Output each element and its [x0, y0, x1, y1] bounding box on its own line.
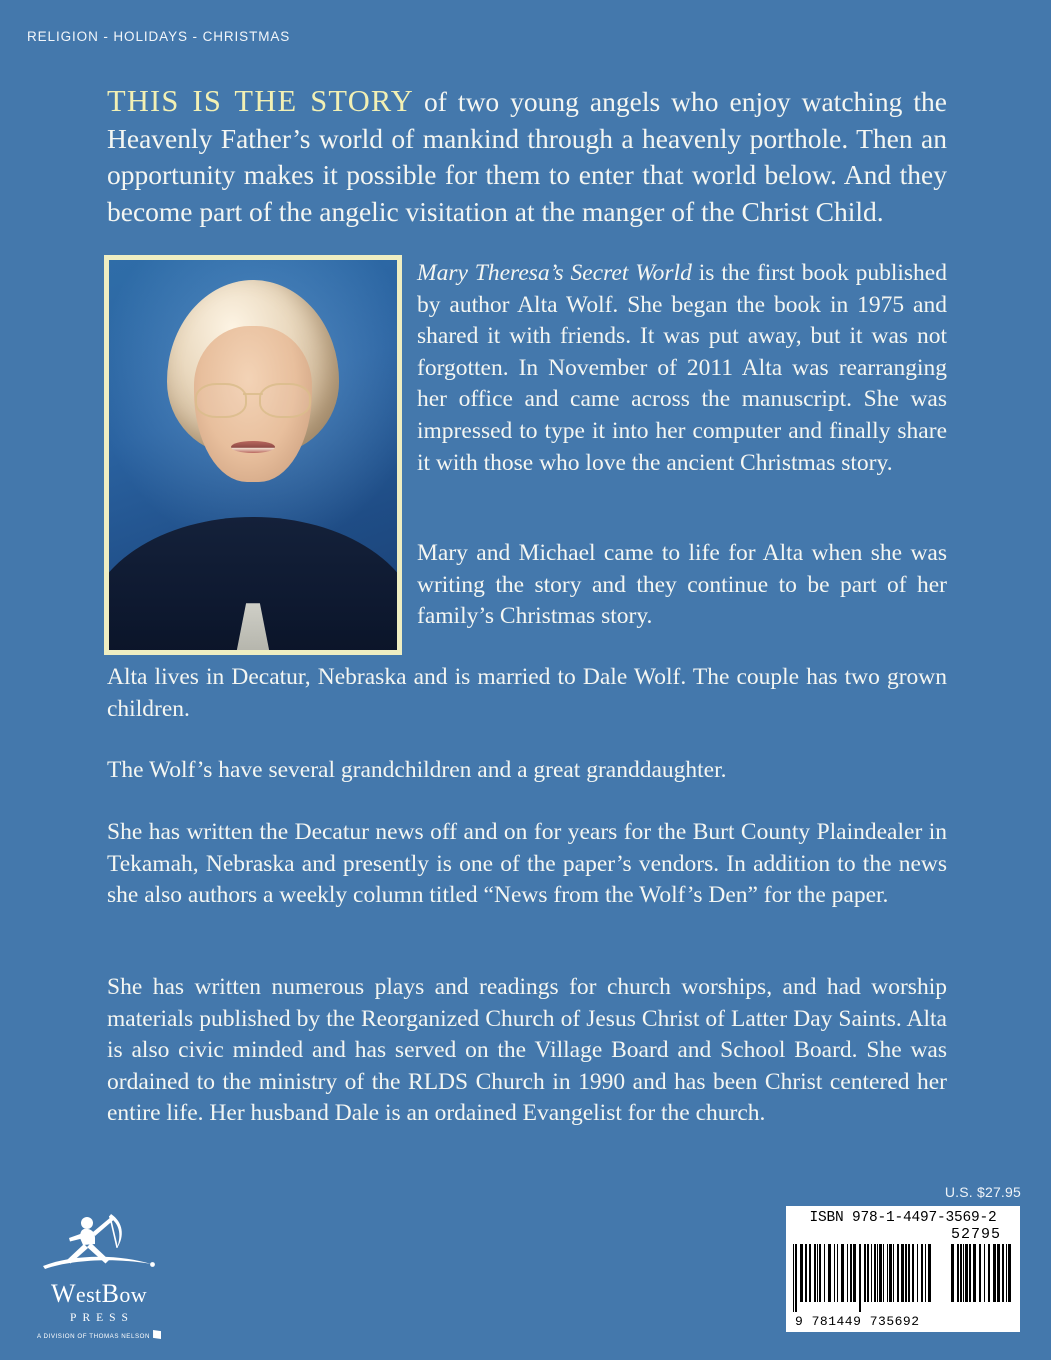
bio-paragraph-3: Alta lives in Decatur, Nebraska and is married to Dale Wolf. The couple has two grown children. [107, 664, 947, 722]
wordmark-b: B [101, 1279, 120, 1308]
publisher-tagline-text: A DIVISION OF THOMAS NELSON [36, 1333, 151, 1340]
addon-bars [951, 1244, 1013, 1302]
publisher-tagline [24, 1330, 174, 1340]
wordmark-w: W [50, 1279, 76, 1308]
archer-icon [39, 1208, 159, 1280]
bio-paragraph-1-rest: is the first book published by author Alta Wolf. She began the book in 1975 and shared it with friends. It was put away, but it was not forgotten. In November of 2011 Alta was rearranging her office and came across the manuscript. She was impressed to type it into her computer and finally share it with those who love the ancient Christmas story. [417, 260, 947, 476]
barcode-block [786, 1206, 1020, 1332]
publisher-logo [24, 1208, 174, 1338]
ean13-bars [793, 1244, 933, 1312]
wordmark-ow: ow [119, 1282, 148, 1307]
author-photo-image [109, 260, 397, 650]
category-line: RELIGION - HOLIDAYS - CHRISTMAS [27, 29, 291, 44]
glasses-lens-left [195, 383, 246, 418]
publisher-wordmark [24, 1281, 174, 1307]
bio-paragraph-1 [417, 258, 947, 479]
blurb-lead: THIS IS THE STORY [107, 84, 415, 118]
glasses-lens-right [259, 383, 310, 418]
barcode-bars-row [793, 1244, 1013, 1330]
thomas-nelson-icon [153, 1330, 161, 1339]
bio-paragraph-2: Mary and Michael came to life for Alta when she was writing the story and they continue to be part of her family’s Christmas story. [417, 540, 947, 630]
ean13-digits: 9 781449 735692 [795, 1313, 920, 1329]
isbn-text: ISBN 978-1-4497-3569-2 [809, 1210, 997, 1226]
ean13-barcode [793, 1244, 933, 1330]
blurb-body: of two young angels who enjoy watching the Heavenly Father’s world of mankind through a heavenly porthole. Then an opportunity makes it possible for them to enter that world below. And they become part of the angelic visitation at the manger of the Christ Child. [107, 86, 948, 227]
bio-paragraph-5: She has written the Decatur news off and on for years for the Burt County Plaindealer in Tekamah, Nebraska and presently is one of the paper’s vendors. In addition to the news she also authors a weekly column titled “News from the Wolf’s Den” for the paper. [107, 819, 947, 909]
price-label: U.S. $27.95 [944, 1184, 1021, 1200]
barcode-addon-digits: 52795 [950, 1225, 1001, 1243]
portrait-glasses [195, 383, 310, 414]
author-photo [104, 255, 402, 655]
publisher-subtitle: PRESS [70, 1312, 134, 1324]
blurb-paragraph [107, 83, 947, 230]
bio-paragraph-6: She has written numerous plays and readings for church worships, and had worship materials published by the Reorganized Church of Jesus Christ of Latter Day Saints. Alta is also civic minded and has served on the Village Board and School Board. She was ordained to the ministry of the RLDS Church in 1990 and has been Christ centered her entire life. Her husband Dale is an ordained Evangelist for the church. [107, 974, 947, 1127]
wordmark-est: est [75, 1282, 102, 1307]
bio-paragraph-4: The Wolf’s have several grandchildren and a great granddaughter. [107, 757, 727, 783]
book-title-italic: Mary Theresa’s Secret World [417, 260, 692, 286]
